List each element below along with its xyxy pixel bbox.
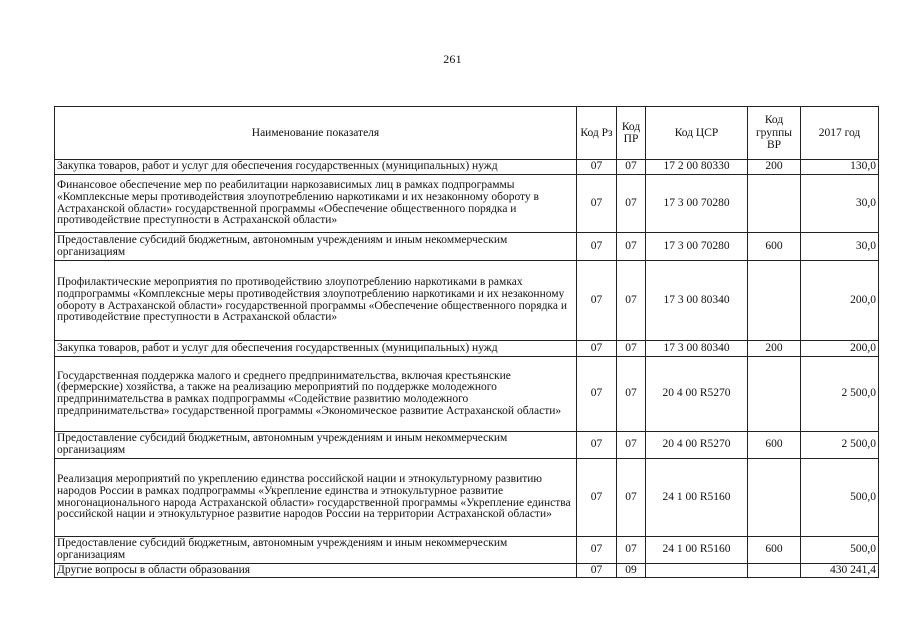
row-vr: 600 xyxy=(748,233,801,261)
row-pr: 07 xyxy=(617,357,646,432)
row-csr: 24 1 00 R5160 xyxy=(646,537,748,564)
row-amount: 200,0 xyxy=(801,341,879,357)
table-row xyxy=(55,459,879,537)
table-row xyxy=(55,357,879,432)
row-name: Реализация мероприятий по укреплению единства российской нации и этнокультурному развитию народов России в рамках подпрограммы «Укрепление единства и этнокультурное развитие многонационального народа Астраханской области» государственной программы «Укрепление единства российской нации и этнокультурное развитие народов России на территории Астраханской области» xyxy=(55,459,577,537)
table-row xyxy=(55,261,879,341)
row-amount: 30,0 xyxy=(801,175,879,233)
row-name: Государственная поддержка малого и среднего предпринимательства, включая крестьянские (фермерские) хозяйства, а также на реализацию мероприятий по поддержке молодежного предпринимательства в рамках подпрограммы «Содействие развитию молодежного предпринимательства» государственной программы «Экономическое развитие Астраханской области» xyxy=(55,357,577,432)
table-row xyxy=(55,537,879,564)
row-name: Финансовое обеспечение мер по реабилитации наркозависимых лиц в рамках подпрограммы «Комплексные меры противодействия злоупотреблению наркотиками и их незаконному обороту в Астраханской области» государственной программы «Обеспечение общественного порядка и противодействие преступности в Астраханской области» xyxy=(55,175,577,233)
row-vr xyxy=(748,261,801,341)
row-amount: 500,0 xyxy=(801,459,879,537)
row-csr: 17 2 00 80330 xyxy=(646,160,748,175)
header-vr: Код группы ВР xyxy=(748,107,801,160)
row-name: Предоставление субсидий бюджетным, автономным учреждениям и иным некоммерческим организациям xyxy=(55,537,577,564)
row-vr: 600 xyxy=(748,537,801,564)
row-pr: 07 xyxy=(617,233,646,261)
row-rz: 07 xyxy=(577,357,617,432)
header-year: 2017 год xyxy=(801,107,879,160)
row-vr: 200 xyxy=(748,160,801,175)
row-name: Предоставление субсидий бюджетным, автономным учреждениям и иным некоммерческим организациям xyxy=(55,432,577,459)
row-rz: 07 xyxy=(577,537,617,564)
row-pr: 07 xyxy=(617,432,646,459)
page-number: 261 xyxy=(443,52,462,66)
row-csr: 24 1 00 R5160 xyxy=(646,459,748,537)
row-csr xyxy=(646,564,748,578)
row-rz: 07 xyxy=(577,233,617,261)
row-amount: 2 500,0 xyxy=(801,432,879,459)
row-pr: 07 xyxy=(617,160,646,175)
row-csr: 17 3 00 80340 xyxy=(646,261,748,341)
row-vr xyxy=(748,357,801,432)
row-vr: 200 xyxy=(748,341,801,357)
row-name: Предоставление субсидий бюджетным, автономным учреждениям и иным некоммерческим организациям xyxy=(55,233,577,261)
row-vr xyxy=(748,564,801,578)
budget-table xyxy=(54,106,879,578)
row-csr: 20 4 00 R5270 xyxy=(646,357,748,432)
row-rz: 07 xyxy=(577,160,617,175)
row-name: Закупка товаров, работ и услуг для обеспечения государственных (муниципальных) нужд xyxy=(55,160,577,175)
row-vr xyxy=(748,459,801,537)
row-csr: 17 3 00 70280 xyxy=(646,233,748,261)
row-name: Профилактические мероприятия по противодействию злоупотреблению наркотиками в рамках подпрограммы «Комплексные меры противодействия злоупотреблению наркотиками и их незаконному обороту в Астраханской области» государственной программы «Обеспечение общественного порядка и противодействие преступности в Астраханской области» xyxy=(55,261,577,341)
row-vr: 600 xyxy=(748,432,801,459)
row-amount: 500,0 xyxy=(801,537,879,564)
table-row xyxy=(55,564,879,578)
row-rz: 07 xyxy=(577,432,617,459)
row-csr: 17 3 00 70280 xyxy=(646,175,748,233)
row-csr: 17 3 00 80340 xyxy=(646,341,748,357)
row-pr: 07 xyxy=(617,459,646,537)
row-rz: 07 xyxy=(577,564,617,578)
table-row xyxy=(55,233,879,261)
row-csr: 20 4 00 R5270 xyxy=(646,432,748,459)
row-pr: 07 xyxy=(617,175,646,233)
row-vr xyxy=(748,175,801,233)
row-rz: 07 xyxy=(577,341,617,357)
header-rz: Код Рз xyxy=(577,107,617,160)
row-pr: 07 xyxy=(617,341,646,357)
row-amount: 130,0 xyxy=(801,160,879,175)
budget-table-container xyxy=(54,106,878,578)
table-row xyxy=(55,175,879,233)
row-pr: 07 xyxy=(617,537,646,564)
table-row xyxy=(55,341,879,357)
row-name: Закупка товаров, работ и услуг для обеспечения государственных (муниципальных) нужд xyxy=(55,341,577,357)
row-pr: 09 xyxy=(617,564,646,578)
row-rz: 07 xyxy=(577,459,617,537)
table-row xyxy=(55,160,879,175)
header-pr: Код ПР xyxy=(617,107,646,160)
row-name: Другие вопросы в области образования xyxy=(55,564,577,578)
table-row xyxy=(55,432,879,459)
row-rz: 07 xyxy=(577,175,617,233)
header-csr: Код ЦСР xyxy=(646,107,748,160)
header-name: Наименование показателя xyxy=(55,107,577,160)
row-amount: 430 241,4 xyxy=(801,564,879,578)
table-header-row xyxy=(55,107,879,160)
row-amount: 30,0 xyxy=(801,233,879,261)
row-amount: 2 500,0 xyxy=(801,357,879,432)
row-pr: 07 xyxy=(617,261,646,341)
row-amount: 200,0 xyxy=(801,261,879,341)
row-rz: 07 xyxy=(577,261,617,341)
